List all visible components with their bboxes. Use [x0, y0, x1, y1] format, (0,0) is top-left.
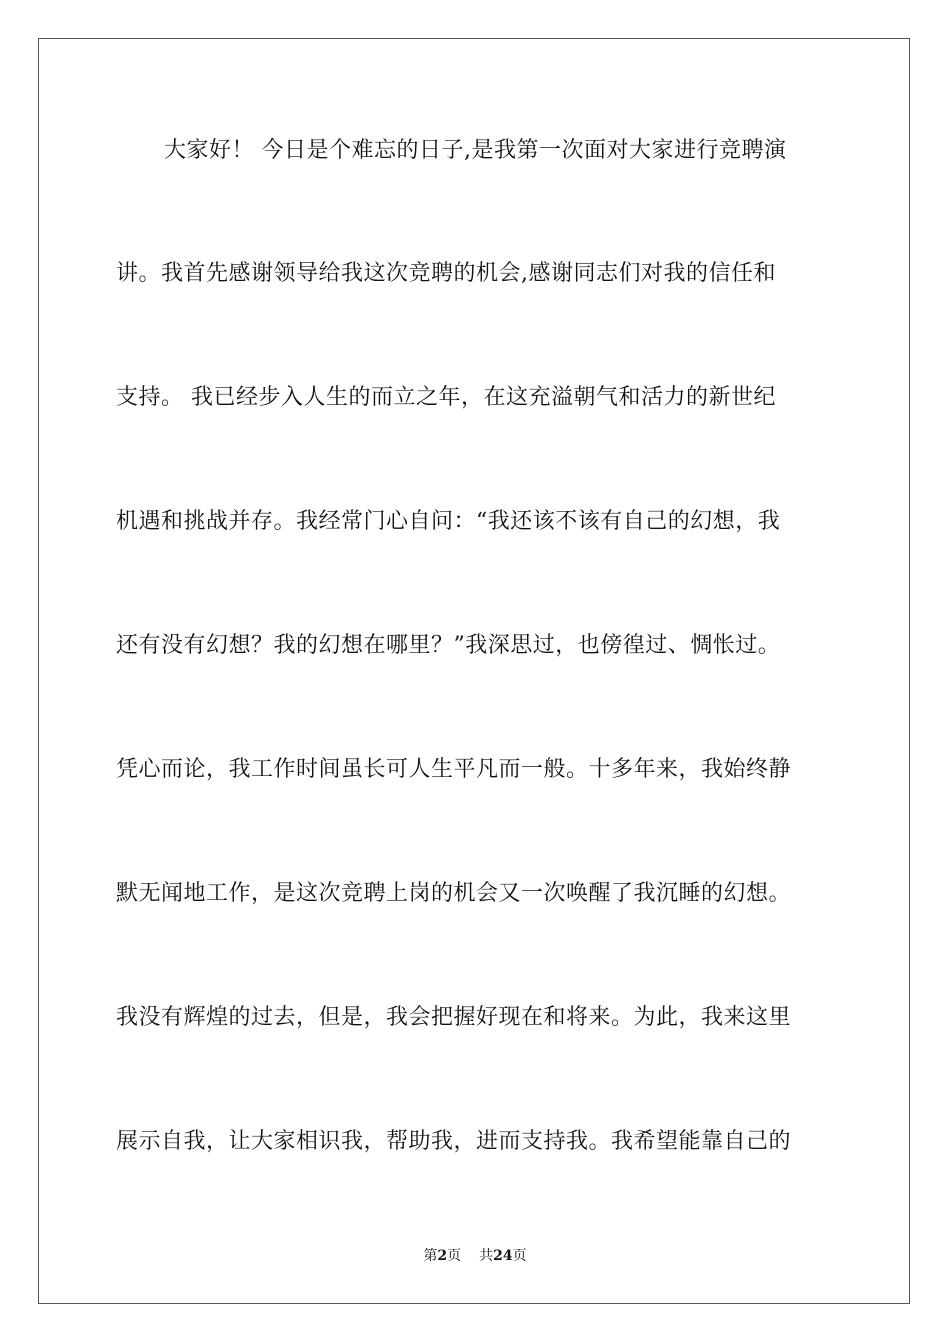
- body-text-line-5: 还有没有幻想？我的幻想在哪里？”我深思过，也傍徨过、惆怅过。: [116, 633, 781, 658]
- body-text-line-4: 机遇和挑战并存。我经常门心自问：“我还该不该有自己的幻想，我: [116, 509, 781, 534]
- body-text-line-8: 我没有辉煌的过去，但是，我会把握好现在和将来。为此，我来这里: [116, 1005, 792, 1030]
- page-number: 2: [437, 1248, 448, 1264]
- page-prefix: 第: [423, 1248, 438, 1264]
- total-pages: 24: [493, 1248, 513, 1264]
- total-suffix: 页: [512, 1248, 527, 1264]
- body-text-line-3: 支持。 我已经步入人生的而立之年，在这充溢朝气和活力的新世纪: [116, 385, 776, 410]
- page-footer: [0, 1247, 950, 1265]
- page-suffix: 页: [447, 1248, 462, 1264]
- body-text-line-6: 凭心而论，我工作时间虽长可人生平凡而一般。十多年来，我始终静: [116, 757, 792, 782]
- body-text-line-1: 大家好！ 今日是个难忘的日子,是我第一次面对大家进行竞聘演: [164, 138, 787, 163]
- body-text-line-7: 默无闻地工作，是这次竞聘上岗的机会又一次唤醒了我沉睡的幻想。: [116, 881, 792, 906]
- body-text-line-9: 展示自我，让大家相识我，帮助我，进而支持我。我希望能靠自己的: [116, 1129, 792, 1154]
- total-prefix: 共: [479, 1248, 494, 1264]
- body-text-line-2: 讲。我首先感谢领导给我这次竞聘的机会,感谢同志们对我的信任和: [116, 261, 776, 286]
- page-border: [38, 38, 910, 1304]
